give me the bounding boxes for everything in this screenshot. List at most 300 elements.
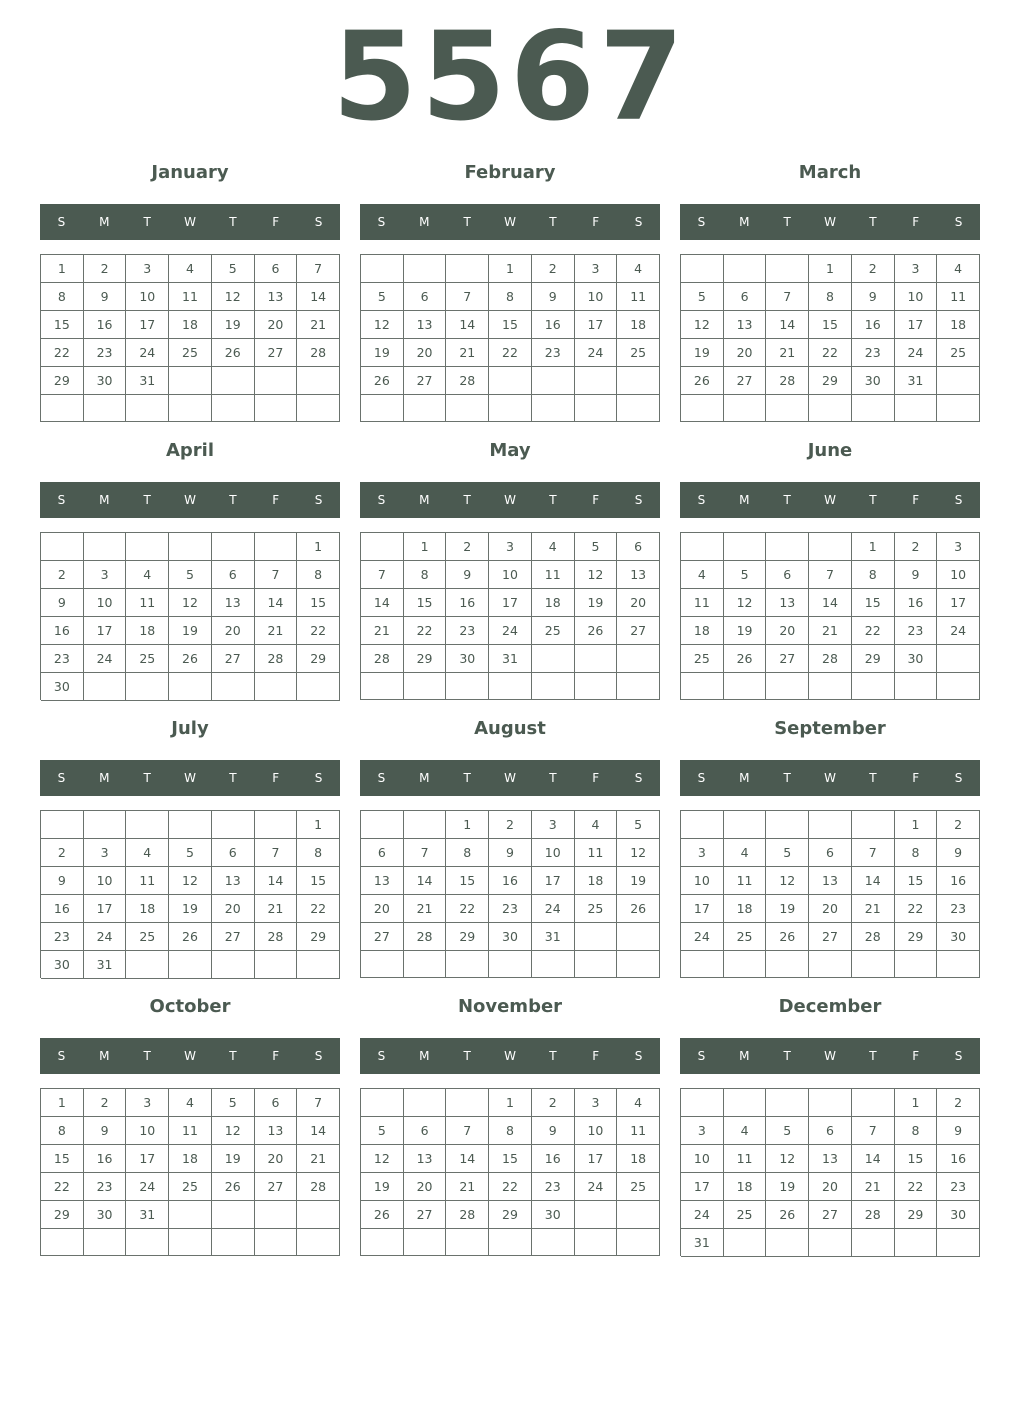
day-cell: 22 [489, 339, 532, 367]
day-cell: 12 [724, 589, 767, 617]
weekday-label: T [783, 215, 791, 229]
day-grid [680, 810, 980, 978]
day-cell: 6 [255, 1089, 298, 1117]
weekday-label: W [184, 1049, 196, 1063]
day-cell: 23 [895, 617, 938, 645]
day-cell: 11 [617, 283, 660, 311]
empty-day-cell [446, 1229, 489, 1256]
empty-day-cell [575, 367, 618, 395]
weekday-label: S [634, 1049, 643, 1063]
day-grid [360, 1088, 660, 1256]
day-cell: 17 [84, 895, 127, 923]
empty-day-cell [212, 1201, 255, 1229]
day-cell: 8 [41, 1117, 84, 1145]
day-cell: 12 [212, 283, 255, 311]
empty-day-cell [724, 1229, 767, 1257]
day-cell: 23 [852, 339, 895, 367]
day-cell: 15 [895, 867, 938, 895]
empty-day-cell [766, 673, 809, 700]
weekday-label: T [143, 1049, 151, 1063]
weekday-header [360, 760, 660, 796]
day-cell: 3 [575, 255, 618, 283]
day-cell: 25 [169, 1173, 212, 1201]
empty-day-cell [404, 255, 447, 283]
day-cell: 8 [895, 1117, 938, 1145]
month-january [40, 160, 340, 430]
empty-day-cell [255, 533, 298, 561]
empty-day-cell [446, 1089, 489, 1117]
day-cell: 26 [766, 923, 809, 951]
day-cell: 4 [724, 839, 767, 867]
month-june [680, 438, 980, 708]
day-cell: 22 [297, 617, 340, 645]
day-cell: 12 [575, 561, 618, 589]
day-cell: 9 [84, 1117, 127, 1145]
day-cell: 25 [126, 923, 169, 951]
empty-day-cell [766, 255, 809, 283]
day-cell: 3 [126, 255, 169, 283]
day-cell: 30 [84, 367, 127, 395]
day-cell: 11 [169, 283, 212, 311]
day-cell: 13 [255, 283, 298, 311]
day-cell: 6 [212, 561, 255, 589]
day-cell: 31 [532, 923, 575, 951]
day-cell: 10 [895, 283, 938, 311]
empty-day-cell [169, 395, 212, 422]
day-cell: 9 [41, 867, 84, 895]
weekday-label: W [504, 493, 516, 507]
day-cell: 29 [489, 1201, 532, 1229]
day-cell: 8 [852, 561, 895, 589]
day-cell: 5 [766, 839, 809, 867]
empty-day-cell [212, 533, 255, 561]
day-cell: 13 [617, 561, 660, 589]
day-cell: 5 [212, 255, 255, 283]
day-cell: 29 [404, 645, 447, 673]
empty-day-cell [895, 951, 938, 978]
day-cell: 14 [404, 867, 447, 895]
weekday-label: M [419, 1049, 430, 1063]
empty-day-cell [617, 673, 660, 700]
day-cell: 27 [255, 339, 298, 367]
weekday-label: W [824, 771, 836, 785]
empty-day-cell [852, 395, 895, 422]
empty-day-cell [575, 645, 618, 673]
day-cell: 21 [809, 617, 852, 645]
day-cell: 10 [575, 1117, 618, 1145]
day-cell: 21 [255, 617, 298, 645]
day-cell: 6 [212, 839, 255, 867]
empty-day-cell [489, 395, 532, 422]
day-cell: 20 [404, 1173, 447, 1201]
day-cell: 10 [532, 839, 575, 867]
empty-day-cell [575, 395, 618, 422]
day-grid [40, 810, 340, 978]
day-grid [360, 254, 660, 422]
day-cell: 16 [489, 867, 532, 895]
day-cell: 11 [681, 589, 724, 617]
weekday-label: S [697, 771, 706, 785]
day-cell: 30 [41, 951, 84, 979]
empty-day-cell [681, 1089, 724, 1117]
weekday-label: T [783, 493, 791, 507]
day-cell: 21 [297, 311, 340, 339]
day-cell: 30 [895, 645, 938, 673]
day-cell: 30 [84, 1201, 127, 1229]
empty-day-cell [169, 533, 212, 561]
day-cell: 23 [41, 645, 84, 673]
empty-day-cell [681, 533, 724, 561]
day-cell: 24 [681, 1201, 724, 1229]
weekday-label: F [272, 771, 280, 785]
empty-day-cell [255, 811, 298, 839]
day-cell: 29 [895, 1201, 938, 1229]
empty-day-cell [126, 395, 169, 422]
day-cell: 14 [446, 1145, 489, 1173]
day-cell: 20 [766, 617, 809, 645]
day-cell: 2 [937, 1089, 980, 1117]
empty-day-cell [766, 533, 809, 561]
empty-day-cell [41, 1229, 84, 1256]
empty-day-cell [809, 533, 852, 561]
day-cell: 8 [809, 283, 852, 311]
empty-day-cell [404, 395, 447, 422]
day-cell: 3 [84, 561, 127, 589]
day-cell: 31 [895, 367, 938, 395]
empty-day-cell [361, 255, 404, 283]
empty-day-cell [532, 645, 575, 673]
day-cell: 5 [575, 533, 618, 561]
empty-day-cell [297, 367, 340, 395]
day-cell: 12 [169, 867, 212, 895]
day-cell: 29 [297, 645, 340, 673]
empty-day-cell [809, 811, 852, 839]
day-cell: 22 [41, 1173, 84, 1201]
day-cell: 1 [41, 1089, 84, 1117]
day-cell: 23 [937, 1173, 980, 1201]
empty-day-cell [404, 673, 447, 700]
day-cell: 20 [617, 589, 660, 617]
weekday-label: S [314, 215, 323, 229]
day-cell: 16 [84, 311, 127, 339]
day-cell: 5 [169, 561, 212, 589]
weekday-label: W [824, 1049, 836, 1063]
day-cell: 30 [532, 1201, 575, 1229]
day-cell: 20 [212, 617, 255, 645]
empty-day-cell [255, 1201, 298, 1229]
day-cell: 1 [446, 811, 489, 839]
day-cell: 18 [724, 895, 767, 923]
empty-day-cell [809, 395, 852, 422]
day-cell: 2 [489, 811, 532, 839]
weekday-label: T [869, 771, 877, 785]
day-cell: 29 [41, 367, 84, 395]
empty-day-cell [617, 395, 660, 422]
day-cell: 1 [895, 811, 938, 839]
empty-day-cell [404, 1089, 447, 1117]
weekday-header [40, 760, 340, 796]
weekday-label: S [314, 1049, 323, 1063]
day-cell: 11 [617, 1117, 660, 1145]
day-cell: 27 [809, 923, 852, 951]
day-cell: 10 [126, 283, 169, 311]
weekday-label: S [634, 215, 643, 229]
empty-day-cell [212, 811, 255, 839]
empty-day-cell [361, 673, 404, 700]
empty-day-cell [84, 395, 127, 422]
empty-day-cell [297, 395, 340, 422]
day-cell: 10 [84, 867, 127, 895]
day-cell: 7 [255, 561, 298, 589]
day-cell: 6 [361, 839, 404, 867]
day-grid [40, 532, 340, 700]
weekday-label: T [143, 493, 151, 507]
day-cell: 24 [937, 617, 980, 645]
day-cell: 4 [532, 533, 575, 561]
empty-day-cell [852, 1229, 895, 1257]
day-cell: 21 [297, 1145, 340, 1173]
weekday-label: S [954, 771, 963, 785]
day-cell: 4 [937, 255, 980, 283]
empty-day-cell [126, 1229, 169, 1256]
weekday-label: W [504, 1049, 516, 1063]
day-cell: 11 [126, 589, 169, 617]
empty-day-cell [575, 951, 618, 978]
day-cell: 1 [404, 533, 447, 561]
day-cell: 28 [852, 923, 895, 951]
day-cell: 19 [212, 1145, 255, 1173]
day-cell: 14 [255, 589, 298, 617]
empty-day-cell [489, 367, 532, 395]
empty-day-cell [617, 1201, 660, 1229]
weekday-label: M [739, 493, 750, 507]
empty-day-cell [212, 1229, 255, 1256]
day-cell: 24 [489, 617, 532, 645]
day-cell: 14 [255, 867, 298, 895]
day-cell: 3 [532, 811, 575, 839]
day-cell: 18 [724, 1173, 767, 1201]
day-cell: 19 [169, 895, 212, 923]
day-cell: 1 [895, 1089, 938, 1117]
day-cell: 31 [126, 367, 169, 395]
day-cell: 18 [126, 617, 169, 645]
day-cell: 25 [937, 339, 980, 367]
empty-day-cell [681, 673, 724, 700]
day-grid [680, 532, 980, 700]
month-august [360, 716, 660, 986]
day-cell: 8 [297, 561, 340, 589]
empty-day-cell [617, 951, 660, 978]
day-cell: 13 [212, 589, 255, 617]
day-cell: 27 [404, 367, 447, 395]
empty-day-cell [852, 673, 895, 700]
day-cell: 3 [126, 1089, 169, 1117]
empty-day-cell [361, 1229, 404, 1256]
day-cell: 26 [361, 367, 404, 395]
weekday-label: T [549, 493, 557, 507]
day-cell: 31 [489, 645, 532, 673]
empty-day-cell [361, 395, 404, 422]
day-cell: 6 [724, 283, 767, 311]
empty-day-cell [532, 1229, 575, 1256]
year-title: 5567 [332, 6, 688, 148]
day-cell: 22 [895, 1173, 938, 1201]
empty-day-cell [809, 1229, 852, 1257]
day-cell: 22 [895, 895, 938, 923]
day-cell: 4 [617, 1089, 660, 1117]
weekday-label: M [739, 771, 750, 785]
month-title: July [171, 718, 209, 739]
weekday-label: W [824, 215, 836, 229]
empty-day-cell [255, 673, 298, 701]
day-cell: 10 [681, 1145, 724, 1173]
empty-day-cell [895, 395, 938, 422]
weekday-label: S [697, 215, 706, 229]
empty-day-cell [766, 951, 809, 978]
day-cell: 20 [255, 311, 298, 339]
day-grid [40, 1088, 340, 1256]
day-cell: 28 [852, 1201, 895, 1229]
weekday-header [40, 482, 340, 518]
day-cell: 27 [724, 367, 767, 395]
empty-day-cell [724, 1089, 767, 1117]
day-cell: 24 [532, 895, 575, 923]
month-july [40, 716, 340, 986]
day-cell: 2 [852, 255, 895, 283]
weekday-label: F [272, 1049, 280, 1063]
day-cell: 1 [297, 811, 340, 839]
month-title: December [778, 996, 882, 1017]
day-cell: 14 [446, 311, 489, 339]
day-cell: 28 [404, 923, 447, 951]
empty-day-cell [532, 951, 575, 978]
weekday-label: T [463, 1049, 471, 1063]
day-cell: 19 [681, 339, 724, 367]
weekday-label: S [314, 493, 323, 507]
day-cell: 27 [212, 923, 255, 951]
weekday-header [680, 1038, 980, 1074]
weekday-label: S [57, 1049, 66, 1063]
day-grid [360, 532, 660, 700]
day-cell: 2 [895, 533, 938, 561]
day-cell: 27 [361, 923, 404, 951]
day-cell: 7 [297, 1089, 340, 1117]
day-cell: 31 [126, 1201, 169, 1229]
day-cell: 19 [361, 339, 404, 367]
day-cell: 17 [575, 1145, 618, 1173]
weekday-label: T [869, 493, 877, 507]
day-cell: 17 [575, 311, 618, 339]
day-cell: 9 [895, 561, 938, 589]
day-cell: 20 [361, 895, 404, 923]
day-cell: 29 [297, 923, 340, 951]
day-cell: 5 [681, 283, 724, 311]
weekday-label: F [272, 493, 280, 507]
weekday-label: F [912, 771, 920, 785]
day-cell: 24 [575, 1173, 618, 1201]
day-cell: 11 [724, 867, 767, 895]
empty-day-cell [255, 395, 298, 422]
day-cell: 16 [852, 311, 895, 339]
weekday-label: M [419, 493, 430, 507]
empty-day-cell [895, 1229, 938, 1257]
day-cell: 1 [297, 533, 340, 561]
month-title: May [489, 440, 531, 461]
day-cell: 19 [724, 617, 767, 645]
empty-day-cell [937, 951, 980, 978]
weekday-label: M [419, 771, 430, 785]
day-cell: 23 [41, 923, 84, 951]
day-cell: 26 [169, 923, 212, 951]
empty-day-cell [724, 395, 767, 422]
day-cell: 5 [169, 839, 212, 867]
day-cell: 26 [212, 1173, 255, 1201]
day-cell: 16 [446, 589, 489, 617]
day-cell: 14 [852, 867, 895, 895]
empty-day-cell [255, 367, 298, 395]
day-cell: 24 [126, 1173, 169, 1201]
weekday-label: M [99, 1049, 110, 1063]
empty-day-cell [575, 673, 618, 700]
empty-day-cell [937, 645, 980, 673]
weekday-label: M [739, 215, 750, 229]
day-cell: 10 [126, 1117, 169, 1145]
day-cell: 30 [41, 673, 84, 701]
day-cell: 25 [126, 645, 169, 673]
day-cell: 12 [169, 589, 212, 617]
weekday-header [680, 482, 980, 518]
day-cell: 7 [446, 283, 489, 311]
weekday-label: T [783, 771, 791, 785]
day-cell: 25 [724, 923, 767, 951]
empty-day-cell [361, 811, 404, 839]
weekday-label: T [229, 1049, 237, 1063]
day-grid [680, 1088, 980, 1256]
empty-day-cell [169, 1201, 212, 1229]
empty-day-cell [724, 673, 767, 700]
day-cell: 14 [297, 1117, 340, 1145]
month-title: March [798, 162, 862, 183]
day-cell: 16 [937, 1145, 980, 1173]
month-february [360, 160, 660, 430]
day-cell: 26 [766, 1201, 809, 1229]
day-cell: 29 [809, 367, 852, 395]
weekday-label: S [314, 771, 323, 785]
day-cell: 30 [937, 923, 980, 951]
day-cell: 30 [489, 923, 532, 951]
empty-day-cell [937, 367, 980, 395]
day-cell: 24 [84, 645, 127, 673]
day-cell: 10 [489, 561, 532, 589]
day-cell: 21 [766, 339, 809, 367]
day-cell: 19 [766, 1173, 809, 1201]
empty-day-cell [937, 395, 980, 422]
day-cell: 16 [532, 311, 575, 339]
day-cell: 7 [404, 839, 447, 867]
day-cell: 9 [84, 283, 127, 311]
day-cell: 9 [532, 1117, 575, 1145]
empty-day-cell [446, 255, 489, 283]
month-april [40, 438, 340, 708]
day-cell: 18 [681, 617, 724, 645]
day-cell: 12 [361, 1145, 404, 1173]
day-cell: 7 [361, 561, 404, 589]
day-cell: 4 [169, 255, 212, 283]
day-cell: 11 [575, 839, 618, 867]
month-title: October [149, 996, 231, 1017]
empty-day-cell [126, 533, 169, 561]
day-cell: 6 [809, 839, 852, 867]
